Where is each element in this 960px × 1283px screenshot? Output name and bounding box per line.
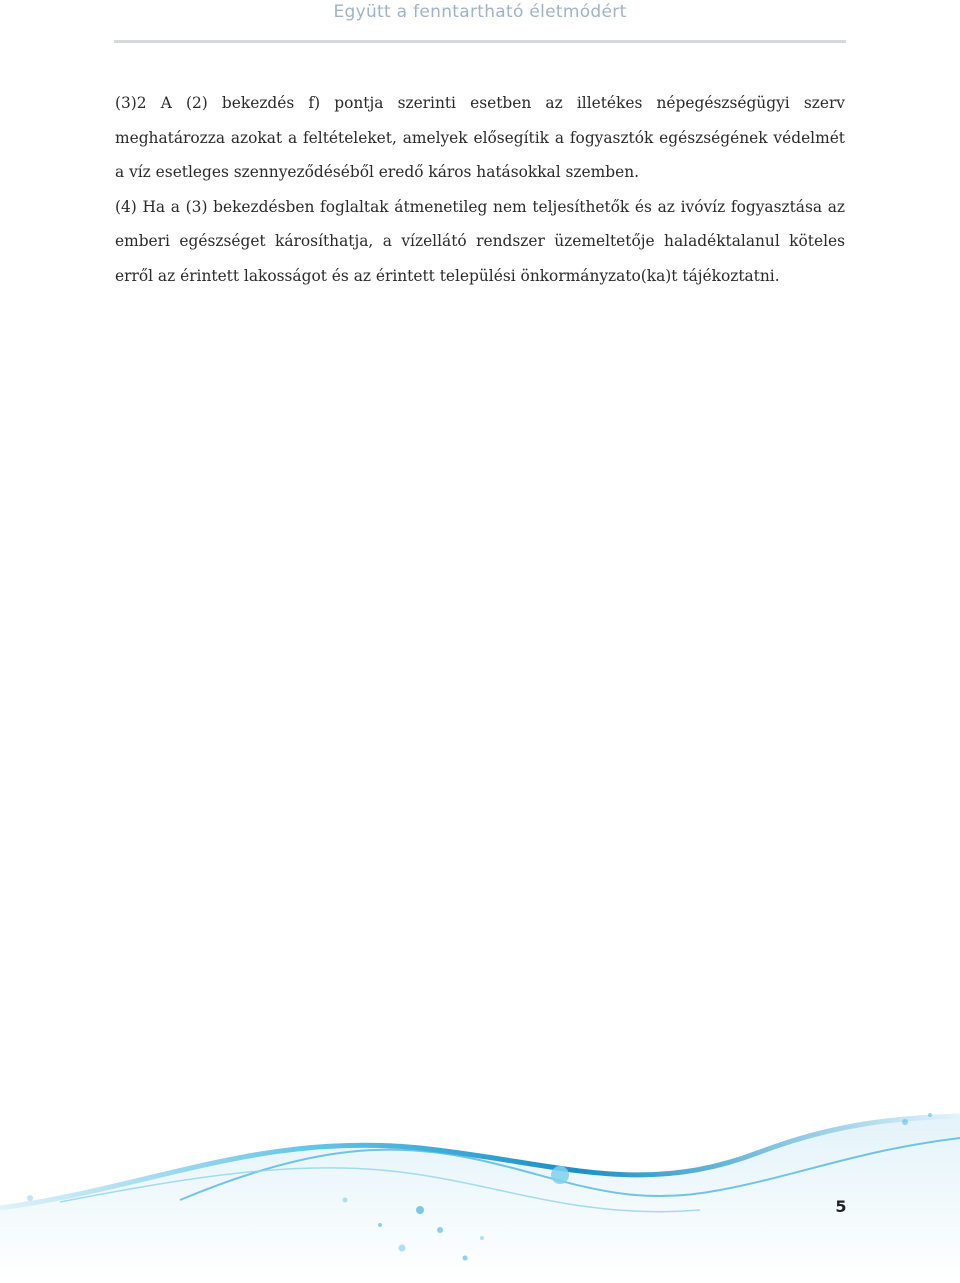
page-number: 5: [835, 1197, 847, 1216]
water-drop: [551, 1166, 569, 1184]
paragraph-3: (3)2 A (2) bekezdés f) pontja szerinti esetben az illetékes népegészségügyi szerv meghatározza azokat a feltételeket, amelyek elősegítik a fogyasztók egészségének védelmét a víz esetleges szennyeződéséből eredő káros hatásokkal szemben.: [115, 94, 845, 182]
water-drop: [480, 1236, 484, 1240]
water-body: [0, 1118, 960, 1283]
water-drop: [463, 1256, 468, 1261]
water-drop: [378, 1223, 382, 1227]
water-drop: [399, 1245, 406, 1252]
water-drop: [902, 1119, 908, 1125]
header-divider: [114, 40, 846, 43]
page-header-title: Együtt a fenntartható életmódért: [333, 2, 627, 22]
water-drop: [416, 1206, 424, 1214]
water-drop: [343, 1198, 348, 1203]
water-drop: [437, 1227, 443, 1233]
water-wave-decoration: [0, 1080, 960, 1283]
paragraph-4: (4) Ha a (3) bekezdésben foglaltak átmenetileg nem teljesíthetők és az ivóvíz fogyasztása az emberi egészséget károsíthatja, a vízellátó rendszer üzemeltetője haladéktalanul köteles erről az érintett lakosságot és az érintett települési önkormányzato(ka)t tájékoztatni.: [115, 197, 845, 285]
document-body: [115, 86, 845, 294]
water-drop: [27, 1195, 33, 1201]
water-drop: [928, 1113, 932, 1117]
